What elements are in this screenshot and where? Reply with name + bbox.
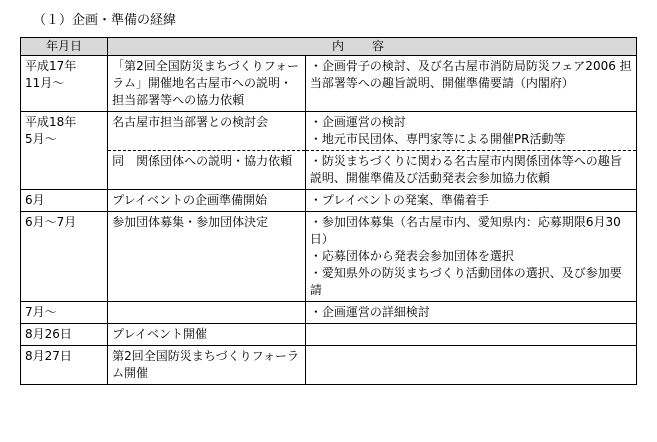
table-row xyxy=(21,212,637,302)
date-cell: 8月27日 xyxy=(21,346,108,385)
content-cell: ・企画骨子の検討、及び名古屋市消防局防災フェア2006 担当部署等への趣旨説明、開催準備要請（内閣府） xyxy=(305,56,636,112)
date-cell: 7月～ xyxy=(21,302,108,324)
table-row xyxy=(21,324,637,346)
action-cell: プレイベント開催 xyxy=(108,324,306,346)
action-cell xyxy=(108,302,306,324)
table-row xyxy=(21,302,637,324)
table-header-row xyxy=(21,38,637,56)
table-row xyxy=(21,112,637,151)
content-cell xyxy=(305,324,636,346)
action-cell: プレイベントの企画準備開始 xyxy=(108,190,306,212)
content-cell: ・参加団体募集（名古屋市内、愛知県内：応募期限6月30日） ・応募団体から発表会参加団体を選択 ・愛知県外の防災まちづくり活動団体の選択、及び参加要請 xyxy=(305,212,636,302)
content-cell: ・プレイベントの発案、準備着手 xyxy=(305,190,636,212)
table-row xyxy=(21,346,637,385)
date-cell: 8月26日 xyxy=(21,324,108,346)
content-cell: ・企画運営の検討 ・地元市民団体、専門家等による開催PR活動等 xyxy=(305,112,636,151)
content-cell: ・防災まちづくりに関わる名古屋市内関係団体等への趣旨説明、開催準備及び活動発表会参加協力依頼 xyxy=(305,151,636,190)
action-cell: 参加団体募集・参加団体決定 xyxy=(108,212,306,302)
section-heading: （１）企画・準備の経緯 xyxy=(33,13,177,28)
table-row xyxy=(21,56,637,112)
date-cell: 平成18年 5月～ xyxy=(21,112,108,190)
action-cell: 名古屋市担当部署との検討会 xyxy=(108,112,306,151)
table-subrow xyxy=(21,151,637,190)
table-row xyxy=(21,190,637,212)
timeline-table xyxy=(20,37,637,385)
content-cell xyxy=(305,346,636,385)
date-cell: 6月 xyxy=(21,190,108,212)
header-date: 年月日 xyxy=(21,38,108,56)
date-cell: 平成17年 11月～ xyxy=(21,56,108,112)
header-content: 内容 xyxy=(108,38,637,56)
date-cell: 6月～7月 xyxy=(21,212,108,302)
action-cell: 「第2回全国防災まちづくりフォーラム」開催地名古屋市への説明・担当部署等への協力依頼 xyxy=(108,56,306,112)
action-cell: 第2回全国防災まちづくりフォーラム開催 xyxy=(108,346,306,385)
content-cell: ・企画運営の詳細検討 xyxy=(305,302,636,324)
action-cell: 同 関係団体への説明・協力依頼 xyxy=(108,151,306,190)
